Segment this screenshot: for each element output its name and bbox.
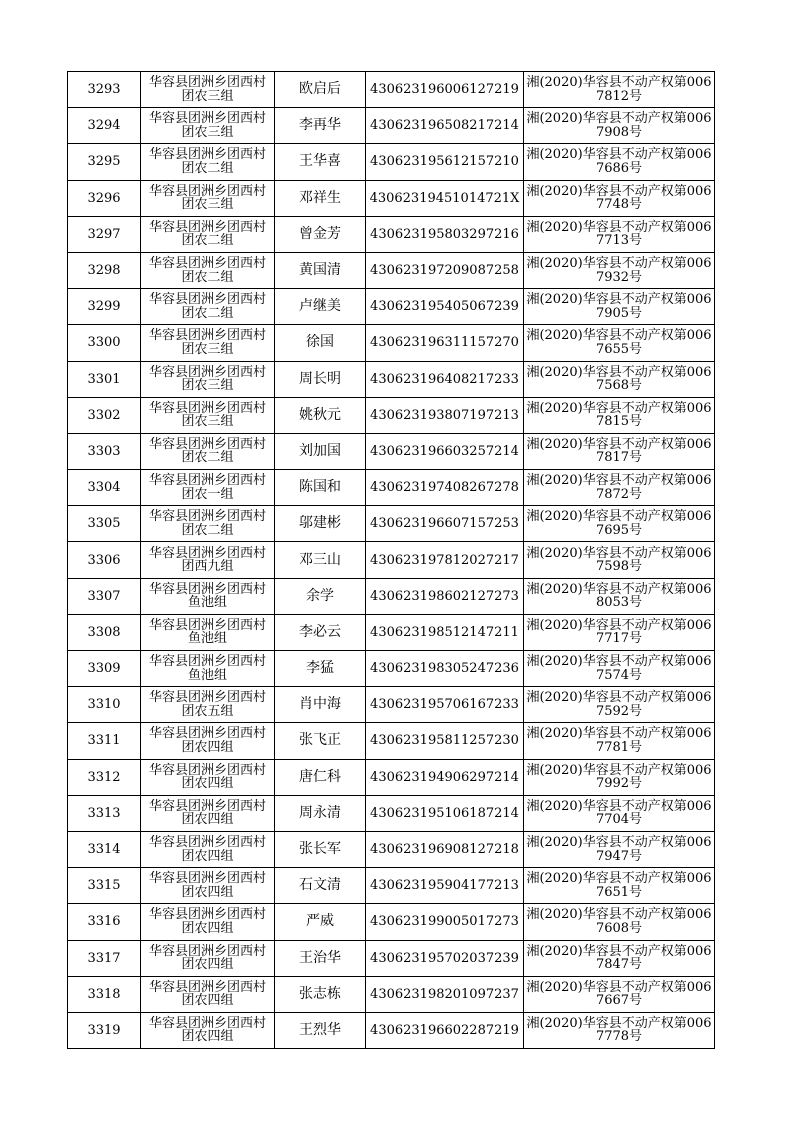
certificate-number-cell (524, 470, 715, 506)
location-cell (141, 614, 275, 650)
location-cell (141, 542, 275, 578)
table-row (68, 578, 715, 614)
location-cell (141, 433, 275, 469)
owner-name-cell-text: 王华喜 (299, 153, 341, 170)
id-number-cell (366, 904, 524, 940)
location-cell-text: 华容县团洲乡团西村团农三组 (149, 364, 267, 394)
owner-name-cell (275, 397, 366, 433)
certificate-number-cell (524, 940, 715, 976)
owner-name-cell (275, 976, 366, 1012)
location-cell (141, 904, 275, 940)
certificate-number-cell-text: 湘(2020)华容县不动产权第0067947号 (526, 835, 712, 864)
id-number-cell-text: 430623195706167233 (370, 697, 519, 713)
location-cell (141, 144, 275, 180)
id-number-cell-text: 430623198201097237 (370, 986, 519, 1002)
location-cell (141, 72, 275, 108)
row-number-cell-text: 3317 (87, 950, 121, 966)
location-cell (141, 1012, 275, 1048)
certificate-number-cell (524, 252, 715, 288)
row-number-cell-text: 3308 (87, 624, 121, 640)
row-number-cell (68, 578, 141, 614)
id-number-cell (366, 325, 524, 361)
id-number-cell (366, 940, 524, 976)
owner-name-cell-text: 肖中海 (299, 696, 341, 713)
id-number-cell (366, 289, 524, 325)
location-cell-text: 华容县团洲乡团西村团农二组 (149, 292, 267, 321)
table-row (68, 723, 715, 759)
certificate-number-cell-text: 湘(2020)华容县不动产权第0067748号 (526, 183, 712, 213)
certificate-number-cell-text: 湘(2020)华容县不动产权第0067713号 (526, 219, 712, 249)
certificate-number-cell (524, 651, 715, 687)
records-table (67, 71, 715, 1049)
table-row (68, 144, 715, 180)
table-row (68, 542, 715, 578)
row-number-cell (68, 723, 141, 759)
certificate-number-cell (524, 976, 715, 1012)
certificate-number-cell (524, 433, 715, 469)
certificate-number-cell-text: 湘(2020)华容县不动产权第0067704号 (526, 798, 712, 828)
location-cell-text: 华容县团洲乡团西村团农四组 (149, 762, 267, 792)
row-number-cell (68, 506, 141, 542)
id-number-cell (366, 144, 524, 180)
certificate-number-cell-text: 湘(2020)华容县不动产权第0067992号 (526, 762, 712, 792)
row-number-cell-text: 3303 (87, 443, 121, 459)
owner-name-cell-text: 刘加国 (299, 442, 341, 459)
location-cell-text: 华容县团洲乡团西村团农三组 (149, 400, 267, 430)
owner-name-cell (275, 687, 366, 723)
owner-name-cell-text: 邬建彬 (299, 515, 341, 532)
location-cell (141, 651, 275, 687)
row-number-cell (68, 1012, 141, 1048)
table-row (68, 940, 715, 976)
id-number-cell-text: 430623198305247236 (370, 661, 519, 677)
certificate-number-cell-text: 湘(2020)华容县不动产权第0067568号 (526, 364, 712, 394)
row-number-cell (68, 759, 141, 795)
location-cell-text: 华容县团洲乡团西村团农二组 (149, 147, 267, 176)
id-number-cell-text: 430623193807197213 (370, 407, 519, 423)
row-number-cell-text: 3314 (87, 842, 121, 858)
row-number-cell-text: 3316 (87, 914, 121, 930)
row-number-cell-text: 3306 (87, 552, 121, 568)
location-cell-text: 华容县团洲乡团西村团农二组 (149, 256, 267, 285)
row-number-cell (68, 470, 141, 506)
row-number-cell-text: 3309 (87, 661, 121, 677)
owner-name-cell-text: 唐仁科 (299, 768, 341, 785)
certificate-number-cell-text: 湘(2020)华容县不动产权第0067905号 (526, 292, 712, 321)
row-number-cell (68, 252, 141, 288)
id-number-cell (366, 506, 524, 542)
id-number-cell (366, 976, 524, 1012)
owner-name-cell-text: 姚秋元 (299, 406, 341, 423)
row-number-cell (68, 651, 141, 687)
table-row (68, 976, 715, 1012)
table-row (68, 868, 715, 904)
row-number-cell-text: 3305 (87, 516, 121, 532)
location-cell (141, 108, 275, 144)
owner-name-cell (275, 940, 366, 976)
owner-name-cell (275, 470, 366, 506)
table-row (68, 433, 715, 469)
certificate-number-cell (524, 904, 715, 940)
certificate-number-cell (524, 759, 715, 795)
certificate-number-cell (524, 687, 715, 723)
table-row (68, 614, 715, 650)
row-number-cell-text: 3300 (87, 335, 121, 351)
row-number-cell-text: 3310 (87, 697, 121, 713)
location-cell (141, 361, 275, 397)
id-number-cell-text: 430623199005017273 (370, 914, 519, 930)
id-number-cell-text: 430623194906297214 (370, 769, 519, 785)
owner-name-cell (275, 325, 366, 361)
records-table-body (68, 72, 715, 1049)
owner-name-cell (275, 723, 366, 759)
certificate-number-cell (524, 361, 715, 397)
id-number-cell (366, 433, 524, 469)
id-number-cell (366, 397, 524, 433)
id-number-cell-text: 430623196311157270 (370, 335, 519, 351)
id-number-cell (366, 470, 524, 506)
table-row (68, 108, 715, 144)
certificate-number-cell-text: 湘(2020)华容县不动产权第0067781号 (526, 726, 712, 755)
owner-name-cell (275, 144, 366, 180)
row-number-cell-text: 3299 (87, 299, 121, 315)
owner-name-cell-text: 张志栋 (299, 985, 341, 1002)
row-number-cell-text: 3318 (87, 986, 121, 1002)
location-cell-text: 华容县团洲乡团西村团农四组 (149, 907, 267, 936)
table-row (68, 470, 715, 506)
row-number-cell (68, 831, 141, 867)
certificate-number-cell-text: 湘(2020)华容县不动产权第0067778号 (526, 1015, 712, 1045)
row-number-cell (68, 687, 141, 723)
row-number-cell-text: 3293 (87, 82, 121, 98)
owner-name-cell (275, 904, 366, 940)
owner-name-cell (275, 108, 366, 144)
row-number-cell-text: 3298 (87, 263, 121, 279)
row-number-cell (68, 940, 141, 976)
owner-name-cell (275, 578, 366, 614)
table-row (68, 180, 715, 216)
owner-name-cell (275, 216, 366, 252)
id-number-cell (366, 108, 524, 144)
certificate-number-cell (524, 397, 715, 433)
location-cell-text: 华容县团洲乡团西村团农三组 (149, 75, 267, 104)
certificate-number-cell (524, 216, 715, 252)
table-row (68, 904, 715, 940)
id-number-cell-text: 430623195702037239 (370, 950, 519, 966)
table-row (68, 72, 715, 108)
certificate-number-cell-text: 湘(2020)华容县不动产权第0067667号 (526, 979, 712, 1009)
location-cell (141, 831, 275, 867)
owner-name-cell-text: 徐国 (306, 334, 334, 351)
row-number-cell (68, 433, 141, 469)
id-number-cell-text: 43062319451014721X (369, 190, 520, 206)
id-number-cell (366, 252, 524, 288)
row-number-cell-text: 3295 (87, 154, 121, 170)
row-number-cell (68, 361, 141, 397)
row-number-cell-text: 3313 (87, 805, 121, 821)
location-cell (141, 976, 275, 1012)
certificate-number-cell (524, 831, 715, 867)
certificate-number-cell-text: 湘(2020)华容县不动产权第0067815号 (526, 400, 712, 430)
row-number-cell-text: 3296 (87, 190, 121, 206)
certificate-number-cell-text: 湘(2020)华容县不动产权第0067695号 (526, 509, 712, 538)
location-cell (141, 868, 275, 904)
id-number-cell (366, 1012, 524, 1048)
location-cell-text: 华容县团洲乡团西村团农四组 (149, 835, 267, 864)
row-number-cell (68, 108, 141, 144)
id-number-cell (366, 578, 524, 614)
certificate-number-cell (524, 506, 715, 542)
row-number-cell (68, 72, 141, 108)
location-cell (141, 397, 275, 433)
location-cell-text: 华容县团洲乡团西村团农四组 (149, 943, 267, 973)
certificate-number-cell-text: 湘(2020)华容县不动产权第0067651号 (526, 871, 712, 900)
table-row (68, 651, 715, 687)
table-row (68, 216, 715, 252)
location-cell (141, 795, 275, 831)
row-number-cell (68, 542, 141, 578)
owner-name-cell-text: 邓三山 (299, 551, 341, 568)
certificate-number-cell-text: 湘(2020)华容县不动产权第0068053号 (526, 581, 712, 611)
certificate-number-cell (524, 144, 715, 180)
owner-name-cell (275, 1012, 366, 1048)
row-number-cell (68, 976, 141, 1012)
certificate-number-cell-text: 湘(2020)华容县不动产权第0067655号 (526, 328, 712, 357)
id-number-cell-text: 430623197209087258 (370, 263, 519, 279)
certificate-number-cell-text: 湘(2020)华容县不动产权第0067686号 (526, 147, 712, 176)
id-number-cell-text: 430623198602127273 (370, 588, 519, 604)
table-row (68, 397, 715, 433)
row-number-cell-text: 3315 (87, 878, 121, 894)
certificate-number-cell-text: 湘(2020)华容县不动产权第0067574号 (526, 654, 712, 683)
location-cell (141, 252, 275, 288)
certificate-number-cell (524, 868, 715, 904)
certificate-number-cell (524, 795, 715, 831)
owner-name-cell (275, 831, 366, 867)
id-number-cell (366, 614, 524, 650)
id-number-cell (366, 361, 524, 397)
row-number-cell-text: 3307 (87, 588, 121, 604)
certificate-number-cell-text: 湘(2020)华容县不动产权第0067717号 (526, 617, 712, 647)
table-row (68, 795, 715, 831)
certificate-number-cell (524, 108, 715, 144)
location-cell-text: 华容县团洲乡团西村团西九组 (149, 545, 267, 575)
id-number-cell-text: 430623195904177213 (370, 878, 519, 894)
owner-name-cell-text: 李猛 (306, 660, 334, 677)
location-cell-text: 华容县团洲乡团西村团农四组 (149, 798, 267, 828)
id-number-cell (366, 542, 524, 578)
id-number-cell-text: 430623196408217233 (370, 371, 519, 387)
id-number-cell (366, 795, 524, 831)
owner-name-cell-text: 石文清 (299, 877, 341, 894)
location-cell (141, 180, 275, 216)
table-row (68, 759, 715, 795)
row-number-cell-text: 3312 (87, 769, 121, 785)
owner-name-cell (275, 614, 366, 650)
owner-name-cell-text: 李再华 (299, 117, 341, 134)
id-number-cell (366, 216, 524, 252)
location-cell-text: 华容县团洲乡团西村团农三组 (149, 111, 267, 140)
certificate-number-cell-text: 湘(2020)华容县不动产权第0067592号 (526, 690, 712, 719)
id-number-cell-text: 430623195811257230 (370, 733, 519, 749)
owner-name-cell-text: 王治华 (299, 949, 341, 966)
location-cell (141, 759, 275, 795)
table-row (68, 289, 715, 325)
certificate-number-cell-text: 湘(2020)华容县不动产权第0067598号 (526, 545, 712, 575)
location-cell (141, 578, 275, 614)
certificate-number-cell (524, 72, 715, 108)
location-cell-text: 华容县团洲乡团西村团农二组 (149, 509, 267, 538)
row-number-cell (68, 868, 141, 904)
row-number-cell (68, 289, 141, 325)
certificate-number-cell (524, 614, 715, 650)
id-number-cell-text: 430623195106187214 (370, 805, 519, 821)
id-number-cell (366, 72, 524, 108)
id-number-cell-text: 430623197812027217 (370, 552, 519, 568)
id-number-cell (366, 759, 524, 795)
row-number-cell (68, 397, 141, 433)
location-cell-text: 华容县团洲乡团西村团农四组 (149, 871, 267, 900)
owner-name-cell-text: 卢继美 (299, 298, 341, 315)
row-number-cell-text: 3311 (87, 733, 121, 749)
table-row (68, 687, 715, 723)
owner-name-cell (275, 72, 366, 108)
certificate-number-cell (524, 1012, 715, 1048)
owner-name-cell-text: 曾金芳 (299, 225, 341, 242)
owner-name-cell-text: 周长明 (299, 370, 341, 387)
owner-name-cell-text: 张飞正 (299, 732, 341, 749)
owner-name-cell (275, 361, 366, 397)
id-number-cell-text: 430623196603257214 (370, 443, 519, 459)
id-number-cell (366, 868, 524, 904)
id-number-cell-text: 430623196607157253 (370, 516, 519, 532)
owner-name-cell-text: 周永清 (299, 804, 341, 821)
id-number-cell-text: 430623196006127219 (370, 82, 519, 98)
certificate-number-cell-text: 湘(2020)华容县不动产权第0067872号 (526, 473, 712, 502)
location-cell-text: 华容县团洲乡团西村鱼池组 (149, 617, 267, 647)
certificate-number-cell (524, 542, 715, 578)
location-cell-text: 华容县团洲乡团西村团农四组 (149, 1015, 267, 1045)
row-number-cell (68, 325, 141, 361)
id-number-cell-text: 430623195405067239 (370, 299, 519, 315)
id-number-cell (366, 723, 524, 759)
owner-name-cell (275, 252, 366, 288)
certificate-number-cell (524, 180, 715, 216)
location-cell-text: 华容县团洲乡团西村鱼池组 (149, 654, 267, 683)
location-cell-text: 华容县团洲乡团西村团农二组 (149, 436, 267, 466)
owner-name-cell (275, 289, 366, 325)
row-number-cell (68, 795, 141, 831)
location-cell-text: 华容县团洲乡团西村团农三组 (149, 183, 267, 213)
location-cell-text: 华容县团洲乡团西村团农三组 (149, 328, 267, 357)
owner-name-cell-text: 欧启后 (299, 81, 341, 98)
location-cell-text: 华容县团洲乡团西村团农五组 (149, 690, 267, 719)
table-row (68, 361, 715, 397)
location-cell (141, 940, 275, 976)
certificate-number-cell (524, 723, 715, 759)
table-row (68, 506, 715, 542)
certificate-number-cell-text: 湘(2020)华容县不动产权第0067932号 (526, 256, 712, 285)
owner-name-cell-text: 王烈华 (299, 1021, 341, 1038)
owner-name-cell (275, 651, 366, 687)
location-cell-text: 华容县团洲乡团西村团农一组 (149, 473, 267, 502)
certificate-number-cell (524, 289, 715, 325)
id-number-cell-text: 430623195803297216 (370, 226, 519, 242)
certificate-number-cell-text: 湘(2020)华容县不动产权第0067812号 (526, 75, 712, 104)
owner-name-cell (275, 759, 366, 795)
certificate-number-cell-text: 湘(2020)华容县不动产权第0067847号 (526, 943, 712, 973)
id-number-cell-text: 430623196602287219 (370, 1022, 519, 1038)
owner-name-cell-text: 李必云 (299, 623, 341, 640)
row-number-cell (68, 216, 141, 252)
id-number-cell (366, 651, 524, 687)
row-number-cell (68, 904, 141, 940)
location-cell (141, 687, 275, 723)
owner-name-cell-text: 黄国清 (299, 262, 341, 279)
location-cell (141, 325, 275, 361)
row-number-cell-text: 3301 (87, 371, 121, 387)
certificate-number-cell (524, 325, 715, 361)
certificate-number-cell-text: 湘(2020)华容县不动产权第0067817号 (526, 436, 712, 466)
id-number-cell-text: 430623197408267278 (370, 480, 519, 496)
row-number-cell-text: 3319 (87, 1022, 121, 1038)
table-row (68, 831, 715, 867)
location-cell (141, 723, 275, 759)
table-row (68, 1012, 715, 1048)
certificate-number-cell-text: 湘(2020)华容县不动产权第0067608号 (526, 907, 712, 936)
certificate-number-cell (524, 578, 715, 614)
row-number-cell-text: 3294 (87, 118, 121, 134)
owner-name-cell-text: 陈国和 (299, 479, 341, 496)
owner-name-cell-text: 余学 (306, 587, 334, 604)
table-row (68, 325, 715, 361)
table-row (68, 252, 715, 288)
id-number-cell (366, 831, 524, 867)
id-number-cell (366, 687, 524, 723)
owner-name-cell-text: 严威 (306, 913, 334, 930)
owner-name-cell (275, 433, 366, 469)
location-cell (141, 216, 275, 252)
owner-name-cell (275, 542, 366, 578)
owner-name-cell-text: 张长军 (299, 841, 341, 858)
location-cell (141, 506, 275, 542)
row-number-cell-text: 3302 (87, 407, 121, 423)
certificate-number-cell-text: 湘(2020)华容县不动产权第0067908号 (526, 111, 712, 140)
id-number-cell-text: 430623196908127218 (370, 842, 519, 858)
location-cell-text: 华容县团洲乡团西村团农四组 (149, 726, 267, 755)
owner-name-cell (275, 868, 366, 904)
row-number-cell-text: 3297 (87, 226, 121, 242)
location-cell-text: 华容县团洲乡团西村团农四组 (149, 979, 267, 1009)
row-number-cell-text: 3304 (87, 480, 121, 496)
location-cell (141, 289, 275, 325)
owner-name-cell (275, 506, 366, 542)
location-cell-text: 华容县团洲乡团西村鱼池组 (149, 581, 267, 611)
id-number-cell-text: 430623196508217214 (370, 118, 519, 134)
owner-name-cell-text: 邓祥生 (299, 189, 341, 206)
row-number-cell (68, 614, 141, 650)
location-cell (141, 470, 275, 506)
id-number-cell-text: 430623195612157210 (370, 154, 519, 170)
owner-name-cell (275, 180, 366, 216)
row-number-cell (68, 180, 141, 216)
owner-name-cell (275, 795, 366, 831)
row-number-cell (68, 144, 141, 180)
location-cell-text: 华容县团洲乡团西村团农二组 (149, 219, 267, 249)
id-number-cell (366, 180, 524, 216)
id-number-cell-text: 430623198512147211 (370, 624, 519, 640)
